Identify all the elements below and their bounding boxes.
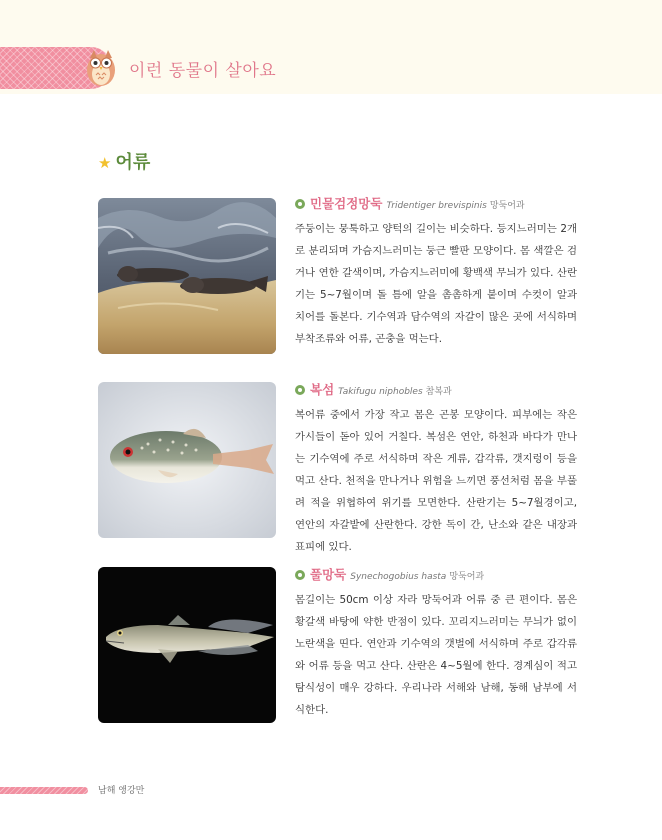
- section-title-text: 어류: [115, 152, 151, 173]
- species-entry: [295, 380, 577, 558]
- species-name: 복섬: [310, 382, 335, 397]
- bullet-icon: [295, 385, 305, 395]
- goby-photo: [98, 567, 276, 723]
- star-icon: ★: [98, 154, 112, 172]
- entry-header: [295, 565, 577, 583]
- family-name: 망둑어과: [489, 201, 525, 211]
- bullet-icon: [295, 199, 305, 209]
- pufferfish-photo: [98, 382, 276, 538]
- species-name: 민물검정망둑: [310, 196, 383, 211]
- species-description: 몸길이는 50cm 이상 자라 망둑어과 어류 중 큰 편이다. 몸은 황갈색 바탕에 약한 반점이 있다. 꼬리지느러미는 무늬가 없이 노란색을 띤다. 연안과 기수역의 갯벌에 서식하며 주로 갑각류와 어류 등을 먹고 산다. 산란은 4~5월에 한다. 경계심이 적고 탐식성이 매우 강하다. 우리나라 서해와 남해, 동해 남부에 서식한다.: [295, 594, 577, 716]
- bullet-icon: [295, 570, 305, 580]
- family-name: 참복과: [425, 387, 452, 397]
- scientific-name: Tridentiger brevispinis: [386, 201, 487, 211]
- family-name: 망둑어과: [449, 572, 485, 582]
- scientific-name: Synechogobius hasta: [350, 572, 447, 582]
- footer-bar-decoration: [0, 787, 88, 794]
- owl-icon: [84, 48, 118, 88]
- species-entry: [295, 565, 577, 721]
- species-description: 주둥이는 뭉툭하고 양턱의 길이는 비슷하다. 등지느러미는 2개로 분리되며 가슴지느러미는 둥근 빨판 모양이다. 몸 색깔은 검거나 연한 갈색이며, 가슴지느러미에 황백색 무늬가 있다. 산란기는 5~7월이며 돌 틈에 알을 촘촘하게 붙이며 수컷이 알과 치어를 돌본다. 기수역과 담수역의 자갈이 많은 곳에 서식하며 부착조류와 어류, 곤충을 먹는다.: [295, 223, 577, 345]
- goby-photo: [98, 198, 276, 354]
- entry-header: [295, 380, 577, 398]
- species-entry: [295, 194, 577, 350]
- section-title: [98, 148, 150, 174]
- page-title: 이런 동물이 살아요: [129, 61, 277, 81]
- entry-header: [295, 194, 577, 212]
- scientific-name: Takifugu niphobles: [338, 387, 423, 397]
- footer-text: 남해 앵강만: [98, 786, 145, 796]
- species-description: 복어류 중에서 가장 작고 몸은 곤봉 모양이다. 피부에는 작은 가시들이 돋아 있어 거칠다. 복섬은 연안, 하천과 바다가 만나는 기수역에 주로 서식하며 작은 게류, 갑각류, 갯지렁이 등을 먹고 산다. 천적을 만나거나 위험을 느끼면 풍선처럼 몸을 부풀려 적을 위협하여 위기를 모면한다. 산란기는 5~7월경이고, 연안의 자갈밭에 산란한다. 강한 독이 간, 난소와 같은 내장과 표피에 있다.: [295, 409, 577, 553]
- species-name: 풀망둑: [310, 567, 347, 582]
